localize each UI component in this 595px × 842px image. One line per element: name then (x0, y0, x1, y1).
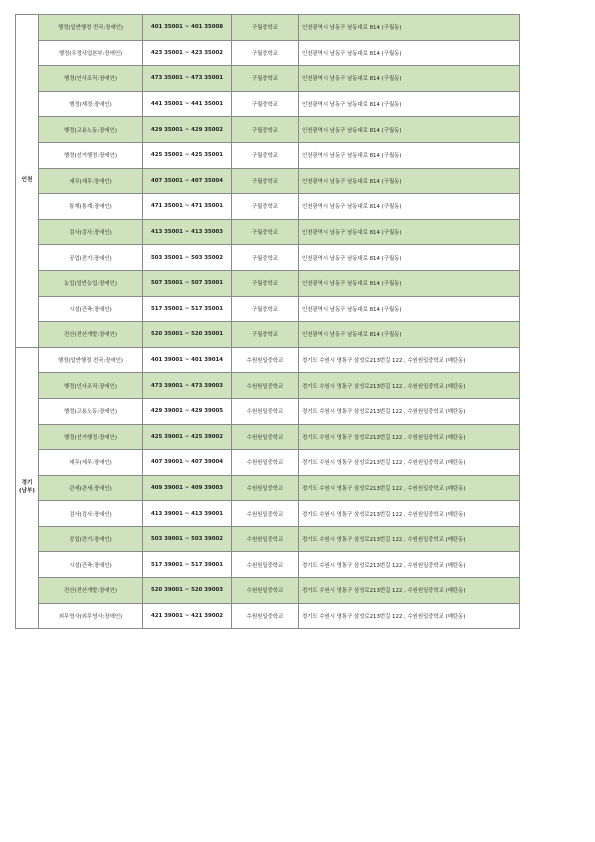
school-cell: 수원원일중학교 (232, 526, 299, 552)
address-cell: 인천광역시 남동구 남동대로 814 (구월동) (299, 245, 520, 271)
exam-number-range-cell: 441 35001 ~ 441 35001 (143, 91, 232, 117)
school-cell: 구월중학교 (232, 245, 299, 271)
table-row (16, 450, 520, 476)
department-cell: 관세(관세:장애인) (39, 475, 143, 501)
school-cell: 수원원일중학교 (232, 398, 299, 424)
exam-number-range-cell: 507 35001 ~ 507 35001 (143, 270, 232, 296)
exam-number-range-cell: 425 39001 ~ 425 39002 (143, 424, 232, 450)
department-cell: 행정(일반행정 전국:장애인) (39, 347, 143, 373)
school-cell: 수원원일중학교 (232, 450, 299, 476)
department-cell: 전산(전산개발:장애인) (39, 322, 143, 348)
department-cell: 검사(검사:장애인) (39, 219, 143, 245)
table-row (16, 91, 520, 117)
table-row (16, 526, 520, 552)
table-row (16, 40, 520, 66)
department-cell: 행정(선거행정:장애인) (39, 142, 143, 168)
address-cell: 인천광역시 남동구 남동대로 814 (구월동) (299, 91, 520, 117)
table-row (16, 168, 520, 194)
address-cell: 인천광역시 남동구 남동대로 814 (구월동) (299, 40, 520, 66)
table-row (16, 219, 520, 245)
exam-number-range-cell: 413 39001 ~ 413 39001 (143, 501, 232, 527)
school-cell: 수원원일중학교 (232, 603, 299, 629)
department-cell: 행정(인사조직:장애인) (39, 66, 143, 92)
table-row (16, 398, 520, 424)
table-row (16, 245, 520, 271)
department-cell: 시설(건축:장애인) (39, 296, 143, 322)
school-cell: 구월중학교 (232, 91, 299, 117)
address-cell: 경기도 수원시 영통구 삼성로213번길 122 , 수원원일중학교 (매탄동) (299, 578, 520, 604)
region-cell: 인천 (16, 15, 39, 348)
exam-number-range-cell: 409 39001 ~ 409 39003 (143, 475, 232, 501)
department-cell: 행정(고용노동:장애인) (39, 398, 143, 424)
exam-number-range-cell: 401 39001 ~ 401 39014 (143, 347, 232, 373)
address-cell: 경기도 수원시 영통구 삼성로213번길 122 , 수원원일중학교 (매탄동) (299, 424, 520, 450)
table-row (16, 270, 520, 296)
department-cell: 행정(고용노동:장애인) (39, 117, 143, 143)
table-row (16, 347, 520, 373)
department-cell: 행정(선거행정:장애인) (39, 424, 143, 450)
school-cell: 구월중학교 (232, 40, 299, 66)
address-cell: 경기도 수원시 영통구 삼성로213번길 122 , 수원원일중학교 (매탄동) (299, 373, 520, 399)
exam-number-range-cell: 425 35001 ~ 425 35001 (143, 142, 232, 168)
address-cell: 경기도 수원시 영통구 삼성로213번길 122 , 수원원일중학교 (매탄동) (299, 526, 520, 552)
department-cell: 전산(전산개발:장애인) (39, 578, 143, 604)
address-cell: 인천광역시 남동구 남동대로 814 (구월동) (299, 194, 520, 220)
exam-number-range-cell: 520 35001 ~ 520 35001 (143, 322, 232, 348)
department-cell: 행정(우정사업본부:장애인) (39, 40, 143, 66)
table-row (16, 424, 520, 450)
school-cell: 구월중학교 (232, 66, 299, 92)
school-cell: 구월중학교 (232, 142, 299, 168)
exam-number-range-cell: 407 39001 ~ 407 39004 (143, 450, 232, 476)
department-cell: 검사(검사:장애인) (39, 501, 143, 527)
address-cell: 경기도 수원시 영통구 삼성로213번길 122 , 수원원일중학교 (매탄동) (299, 347, 520, 373)
exam-number-range-cell: 503 39001 ~ 503 39002 (143, 526, 232, 552)
exam-number-range-cell: 423 35001 ~ 423 35002 (143, 40, 232, 66)
exam-number-range-cell: 401 35001 ~ 401 35008 (143, 15, 232, 41)
exam-number-range-cell: 517 35001 ~ 517 35001 (143, 296, 232, 322)
school-cell: 구월중학교 (232, 194, 299, 220)
school-cell: 구월중학교 (232, 322, 299, 348)
address-cell: 인천광역시 남동구 남동대로 814 (구월동) (299, 219, 520, 245)
exam-number-range-cell: 429 39001 ~ 429 39005 (143, 398, 232, 424)
address-cell: 경기도 수원시 영통구 삼성로213번길 122 , 수원원일중학교 (매탄동) (299, 398, 520, 424)
school-cell: 수원원일중학교 (232, 373, 299, 399)
exam-number-range-cell: 473 35001 ~ 473 35001 (143, 66, 232, 92)
school-cell: 수원원일중학교 (232, 501, 299, 527)
exam-number-range-cell: 429 35001 ~ 429 35002 (143, 117, 232, 143)
exam-number-range-cell: 421 39001 ~ 421 39002 (143, 603, 232, 629)
school-cell: 수원원일중학교 (232, 347, 299, 373)
department-cell: 농업(일반농업:장애인) (39, 270, 143, 296)
department-cell: 세무(세무:장애인) (39, 450, 143, 476)
address-cell: 인천광역시 남동구 남동대로 814 (구월동) (299, 15, 520, 41)
table-row (16, 603, 520, 629)
exam-number-range-cell: 473 39001 ~ 473 39003 (143, 373, 232, 399)
address-cell: 인천광역시 남동구 남동대로 814 (구월동) (299, 270, 520, 296)
table-row (16, 578, 520, 604)
table-row (16, 117, 520, 143)
school-cell: 수원원일중학교 (232, 424, 299, 450)
department-cell: 세무(세무:장애인) (39, 168, 143, 194)
school-cell: 수원원일중학교 (232, 552, 299, 578)
school-cell: 구월중학교 (232, 270, 299, 296)
address-cell: 인천광역시 남동구 남동대로 814 (구월동) (299, 296, 520, 322)
exam-number-range-cell: 413 35001 ~ 413 35003 (143, 219, 232, 245)
department-cell: 행정(인사조직:장애인) (39, 373, 143, 399)
department-cell: 공업(전기:장애인) (39, 245, 143, 271)
table-row (16, 194, 520, 220)
school-cell: 구월중학교 (232, 168, 299, 194)
address-cell: 인천광역시 남동구 남동대로 814 (구월동) (299, 322, 520, 348)
address-cell: 인천광역시 남동구 남동대로 814 (구월동) (299, 66, 520, 92)
address-cell: 경기도 수원시 영통구 삼성로213번길 122 , 수원원일중학교 (매탄동) (299, 450, 520, 476)
table-row (16, 552, 520, 578)
table-row (16, 322, 520, 348)
table-row (16, 501, 520, 527)
exam-venue-sheet (15, 14, 519, 629)
address-cell: 인천광역시 남동구 남동대로 814 (구월동) (299, 142, 520, 168)
exam-number-range-cell: 517 39001 ~ 517 39001 (143, 552, 232, 578)
department-cell: 시설(건축:장애인) (39, 552, 143, 578)
table-row (16, 296, 520, 322)
school-cell: 구월중학교 (232, 296, 299, 322)
address-cell: 인천광역시 남동구 남동대로 814 (구월동) (299, 117, 520, 143)
address-cell: 경기도 수원시 영통구 삼성로213번길 122 , 수원원일중학교 (매탄동) (299, 501, 520, 527)
table-row (16, 475, 520, 501)
school-cell: 구월중학교 (232, 219, 299, 245)
school-cell: 수원원일중학교 (232, 475, 299, 501)
address-cell: 경기도 수원시 영통구 삼성로213번길 122 , 수원원일중학교 (매탄동) (299, 603, 520, 629)
exam-number-range-cell: 471 35001 ~ 471 35001 (143, 194, 232, 220)
region-cell: 경기 (남부) (16, 347, 39, 629)
exam-number-range-cell: 520 39001 ~ 520 39003 (143, 578, 232, 604)
department-cell: 통계(통계:장애인) (39, 194, 143, 220)
exam-number-range-cell: 503 35001 ~ 503 35002 (143, 245, 232, 271)
department-cell: 공업(전기:장애인) (39, 526, 143, 552)
address-cell: 인천광역시 남동구 남동대로 814 (구월동) (299, 168, 520, 194)
exam-number-range-cell: 407 35001 ~ 407 35004 (143, 168, 232, 194)
department-cell: 행정(재경:장애인) (39, 91, 143, 117)
table-body (16, 15, 520, 629)
school-cell: 수원원일중학교 (232, 578, 299, 604)
table-row (16, 66, 520, 92)
department-cell: 외무영사(외무영사:장애인) (39, 603, 143, 629)
address-cell: 경기도 수원시 영통구 삼성로213번길 122 , 수원원일중학교 (매탄동) (299, 475, 520, 501)
school-cell: 구월중학교 (232, 15, 299, 41)
table-row (16, 15, 520, 41)
exam-venue-table (15, 14, 520, 629)
table-row (16, 142, 520, 168)
department-cell: 행정(일반행정 전국:장애인) (39, 15, 143, 41)
address-cell: 경기도 수원시 영통구 삼성로213번길 122 , 수원원일중학교 (매탄동) (299, 552, 520, 578)
school-cell: 구월중학교 (232, 117, 299, 143)
table-row (16, 373, 520, 399)
